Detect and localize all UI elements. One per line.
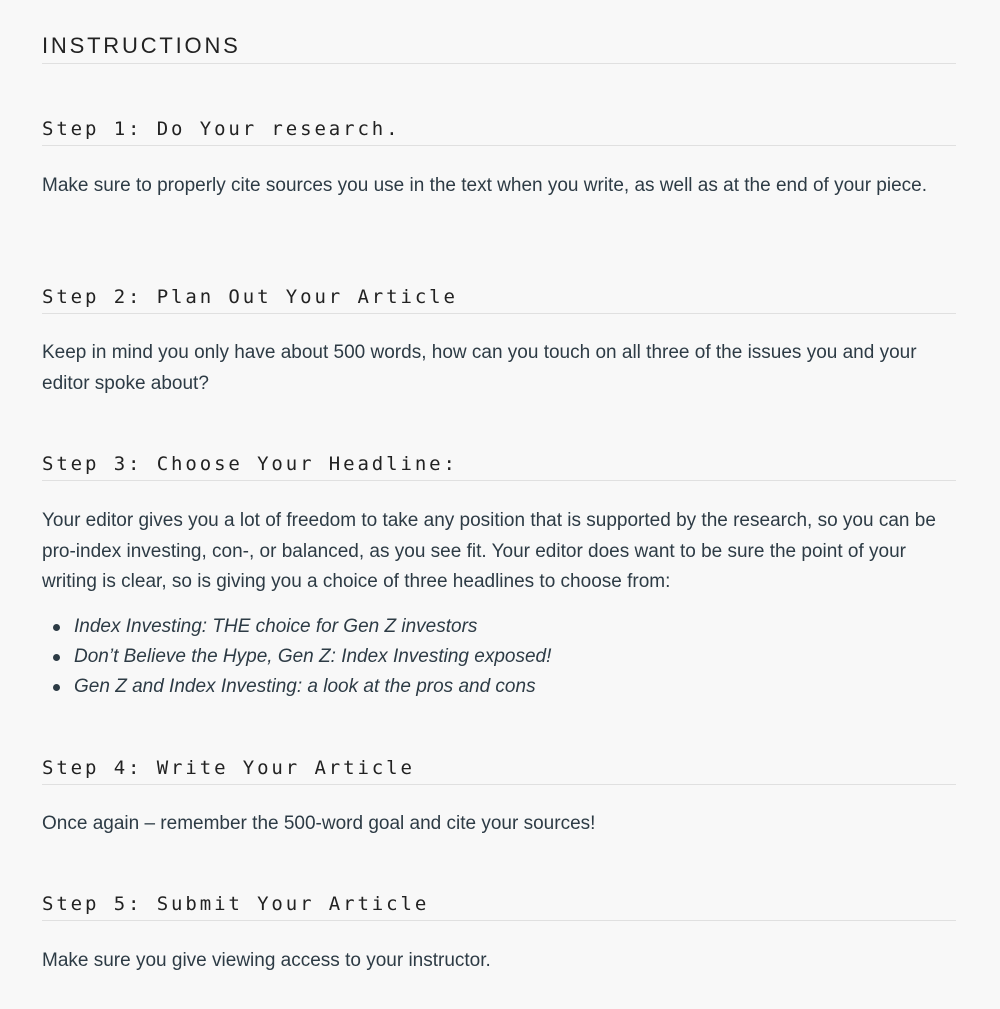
step-3-text: Your editor gives you a lot of freedom to take any position that is supported by the research, so you can be pro-index investing, con-, or balanced, as you see fit. Your editor does want to be sure the point of your writing is clear, so is giving you a choice of three headlines to choose from: <box>42 510 936 592</box>
step-4-text: Once again – remember the 500-word goal and cite your sources! <box>42 813 596 834</box>
headline-option-text: Index Investing: THE choice for Gen Z investors <box>74 616 478 637</box>
headline-option-text: Gen Z and Index Investing: a look at the pros and cons <box>74 676 536 697</box>
bullet-icon <box>53 684 60 691</box>
headline-option <box>42 612 942 642</box>
step-5-text: Make sure you give viewing access to your instructor. <box>42 950 491 971</box>
step-3-heading: Step 3: Choose Your Headline: <box>42 451 956 481</box>
headline-option-text: Don’t Believe the Hype, Gen Z: Index Investing exposed! <box>74 646 552 667</box>
headline-option <box>42 642 942 672</box>
step-5-heading: Step 5: Submit Your Article <box>42 891 956 921</box>
step-1-text: Make sure to properly cite sources you use in the text when you write, as well as at the end of your piece. <box>42 175 928 196</box>
step-4-heading: Step 4: Write Your Article <box>42 755 956 785</box>
bullet-icon <box>53 654 60 661</box>
bullet-icon <box>53 624 60 631</box>
headline-option <box>42 672 942 702</box>
page-title: INSTRUCTIONS <box>42 31 956 64</box>
step-2-text: Keep in mind you only have about 500 words, how can you touch on all three of the issues you and your editor spoke about? <box>42 342 917 394</box>
headline-options-list <box>42 612 942 702</box>
step-2-heading: Step 2: Plan Out Your Article <box>42 284 956 314</box>
step-1-heading: Step 1: Do Your research. <box>42 116 956 146</box>
